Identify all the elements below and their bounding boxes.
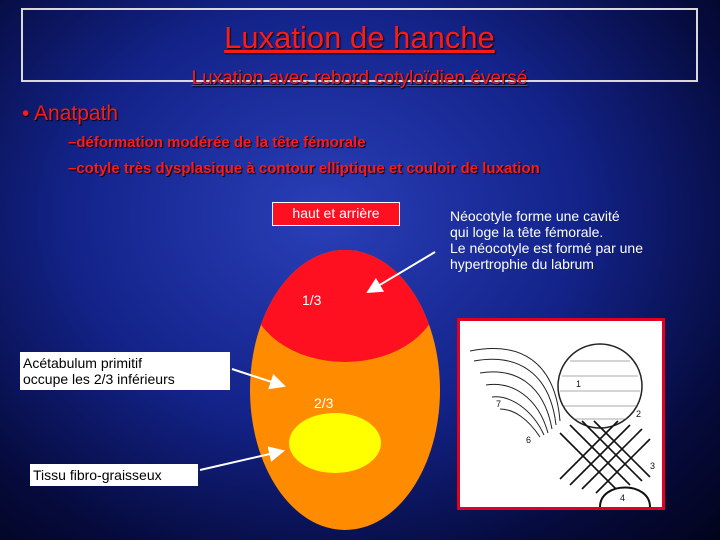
fig-number-7: 7 bbox=[496, 399, 502, 409]
fig-number-6: 6 bbox=[526, 435, 532, 445]
slide-title: Luxation de hanche bbox=[224, 20, 495, 55]
labrum-strokes bbox=[470, 349, 560, 437]
fig-number-3: 3 bbox=[650, 461, 656, 471]
acetabulum-annotation-box bbox=[20, 352, 230, 390]
neocotyle-annotation bbox=[450, 208, 712, 272]
sub-item-deformation: –déformation modérée de la tête fémorale bbox=[68, 134, 366, 151]
neocotyle-line-1: Néocotyle forme une cavité bbox=[450, 208, 620, 224]
acetabulum-line-2: occupe les 2/3 inférieurs bbox=[23, 371, 175, 387]
label-haut-arriere: haut et arrière bbox=[272, 202, 400, 226]
neocotyle-line-2: qui loge la tête fémorale. bbox=[450, 224, 604, 240]
tissu-label: Tissu fibro-graisseux bbox=[33, 467, 162, 483]
femoral-head-circle bbox=[558, 344, 642, 428]
femoral-head-hatching bbox=[560, 361, 640, 419]
anatomy-figure bbox=[457, 318, 665, 510]
label-one-third: 1/3 bbox=[302, 292, 322, 308]
cross-hatch-grid bbox=[560, 421, 650, 493]
acetabulum-line-1: Acétabulum primitif bbox=[23, 355, 143, 371]
bullet-anatpath: • Anatpath bbox=[22, 102, 119, 125]
slide-subtitle: Luxation avec rebord cotyloïdien éversé bbox=[191, 68, 528, 89]
neocotyle-line-3: Le néocotyle est formé par une bbox=[450, 240, 644, 256]
tissu-annotation-box bbox=[30, 464, 198, 486]
fibro-fatty-pad bbox=[289, 413, 381, 473]
neocotyle-line-4: hypertrophie du labrum bbox=[450, 256, 594, 272]
fig-number-2: 2 bbox=[636, 409, 642, 419]
fig-number-1: 1 bbox=[576, 379, 582, 389]
sub-item-cotyle: –cotyle très dysplasique à contour elliptique et couloir de luxation bbox=[68, 160, 540, 177]
anatomy-sketch bbox=[460, 321, 662, 507]
fig-number-4: 4 bbox=[620, 493, 626, 503]
label-two-thirds: 2/3 bbox=[314, 395, 334, 411]
upper-third-cap bbox=[250, 222, 440, 362]
